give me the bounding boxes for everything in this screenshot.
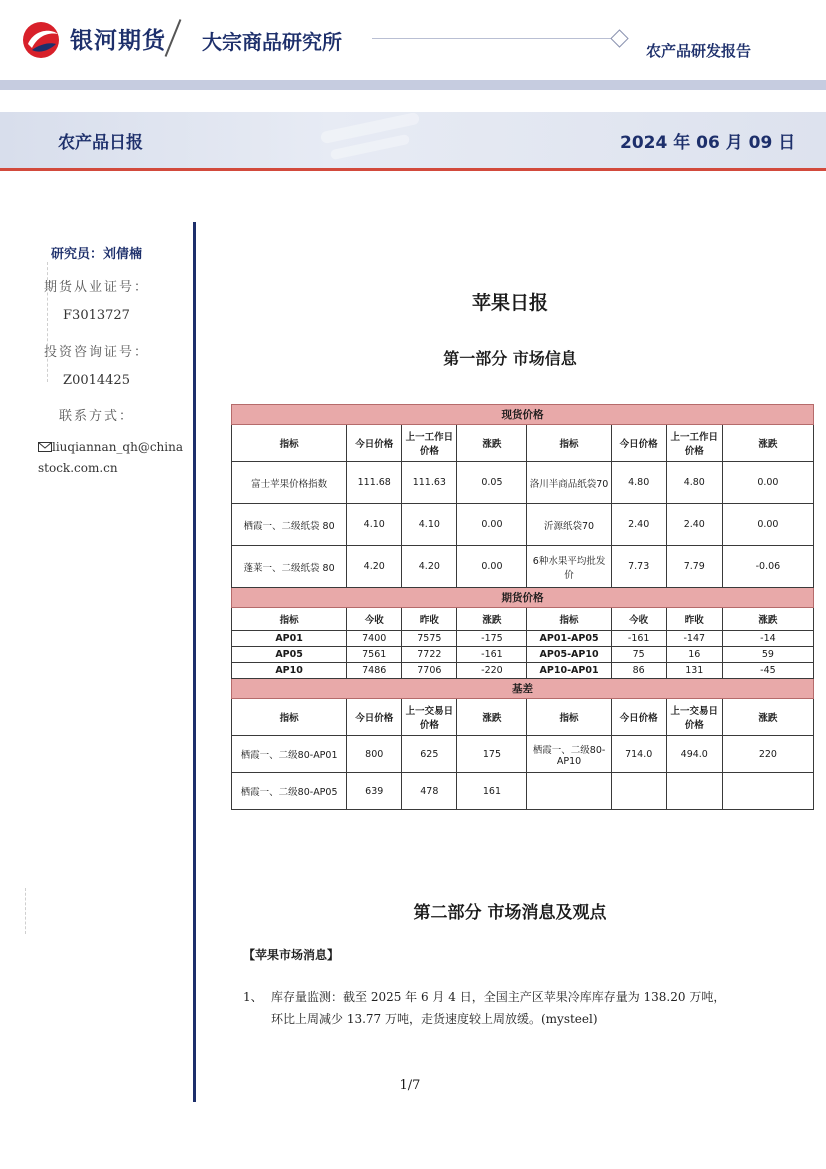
table-cell: 111.68 <box>347 462 402 504</box>
banner-red-line <box>0 168 826 171</box>
table-row <box>232 546 814 588</box>
column-header: 指标 <box>527 608 611 631</box>
table-cell: -14 <box>722 631 813 647</box>
column-header: 今收 <box>611 608 666 631</box>
column-header: 今收 <box>347 608 402 631</box>
page-number: 1/7 <box>399 1078 421 1093</box>
table-cell: AP01-AP05 <box>527 631 611 647</box>
table-cell: -161 <box>611 631 666 647</box>
table-row <box>232 773 814 810</box>
column-header: 上一交易日价格 <box>666 699 722 736</box>
column-header: 上一工作日价格 <box>402 425 457 462</box>
news-text-line1: 库存量监测：截至 2025 年 6 月 4 日，全国主产区苹果冷库库存量为 138.20 万吨， <box>271 990 726 1004</box>
table-cell: -45 <box>722 663 813 679</box>
table-cell: 栖霞一、二级80-AP05 <box>232 773 347 810</box>
email-address[interactable]: liuqiannan_qh@chinastock.com.cn <box>38 440 183 475</box>
column-header: 今日价格 <box>347 699 402 736</box>
table-row <box>232 736 814 773</box>
table-cell: AP01 <box>232 631 347 647</box>
header-line <box>372 38 612 39</box>
news-item <box>243 986 803 1030</box>
column-header: 上一工作日价格 <box>666 425 722 462</box>
table-cell <box>722 773 813 810</box>
table-cell: -220 <box>457 663 527 679</box>
table-cell: 7575 <box>402 631 457 647</box>
column-header: 指标 <box>527 425 611 462</box>
table-header-row <box>232 425 814 462</box>
table-header-row <box>232 608 814 631</box>
table-cell: AP10-AP01 <box>527 663 611 679</box>
table-cell: 800 <box>347 736 402 773</box>
table-cell: 7486 <box>347 663 402 679</box>
table-row <box>232 462 814 504</box>
table-cell: 0.00 <box>722 504 813 546</box>
table-cell: -175 <box>457 631 527 647</box>
table-cell: 0.00 <box>457 546 527 588</box>
table-cell: 625 <box>402 736 457 773</box>
table-cell: 161 <box>457 773 527 810</box>
table-cell: AP05 <box>232 647 347 663</box>
table-cell: 蓬莱一、二级纸袋 80 <box>232 546 347 588</box>
table-cell: 2.40 <box>666 504 722 546</box>
mail-icon <box>38 442 52 452</box>
table-cell: 4.80 <box>611 462 666 504</box>
sidebar-dashed-guide <box>47 262 49 382</box>
column-header: 涨跌 <box>457 699 527 736</box>
table-cell: AP10 <box>232 663 347 679</box>
table-cell: 75 <box>611 647 666 663</box>
daily-report-title: 农产品日报 <box>58 133 143 153</box>
brand-name: 银河期货 <box>70 28 166 54</box>
consult-number: Z0014425 <box>63 373 130 388</box>
table-cell: 7.79 <box>666 546 722 588</box>
table-cell: 7706 <box>402 663 457 679</box>
table-cell: 16 <box>666 647 722 663</box>
pen-decoration-icon <box>300 112 440 168</box>
table-cell: 4.10 <box>402 504 457 546</box>
table-cell: 714.0 <box>611 736 666 773</box>
header-stripe <box>0 80 826 90</box>
galaxy-logo-icon <box>20 20 62 60</box>
table-row <box>232 631 814 647</box>
table-cell: 7561 <box>347 647 402 663</box>
report-date: 2024 年 06 月 09 日 <box>620 133 796 153</box>
table-cell: 4.80 <box>666 462 722 504</box>
sidebar-dashed-guide <box>25 888 27 934</box>
table-cell: 220 <box>722 736 813 773</box>
header-divider <box>165 19 182 57</box>
table-cell: 0.05 <box>457 462 527 504</box>
table-cell: 59 <box>722 647 813 663</box>
table-cell: 栖霞一、二级80-AP10 <box>527 736 611 773</box>
table-cell: 478 <box>402 773 457 810</box>
table-cell: 175 <box>457 736 527 773</box>
table-row <box>232 663 814 679</box>
column-header: 指标 <box>232 608 347 631</box>
table-header-row <box>232 699 814 736</box>
table-cell: -161 <box>457 647 527 663</box>
section-title: 期货价格 <box>232 588 814 608</box>
column-header: 指标 <box>232 699 347 736</box>
table-cell: 494.0 <box>666 736 722 773</box>
news-heading: 【苹果市场消息】 <box>243 948 340 962</box>
license-label: 期货从业证号： <box>43 280 149 295</box>
report-main-title: 苹果日报 <box>471 292 548 314</box>
table-cell: 86 <box>611 663 666 679</box>
table-cell: 6种水果平均批发价 <box>527 546 611 588</box>
table-cell: 4.20 <box>402 546 457 588</box>
section-heading-market-info: 第一部分 市场信息 <box>443 349 577 368</box>
contact-label: 联系方式： <box>58 409 134 424</box>
section-title: 现货价格 <box>232 405 814 425</box>
column-header: 上一交易日价格 <box>402 699 457 736</box>
section-heading-news: 第二部分 市场消息及观点 <box>413 903 607 923</box>
sidebar-divider <box>193 222 196 1102</box>
column-header: 昨收 <box>402 608 457 631</box>
column-header: 今日价格 <box>611 699 666 736</box>
column-header: 涨跌 <box>457 608 527 631</box>
section-title: 基差 <box>232 679 814 699</box>
table-section-header <box>232 405 814 425</box>
email-contact[interactable] <box>38 437 188 479</box>
table-cell: 639 <box>347 773 402 810</box>
table-cell: 4.10 <box>347 504 402 546</box>
table-cell: 栖霞一、二级纸袋 80 <box>232 504 347 546</box>
column-header: 涨跌 <box>722 699 813 736</box>
table-cell: -0.06 <box>722 546 813 588</box>
column-header: 涨跌 <box>457 425 527 462</box>
column-header: 指标 <box>232 425 347 462</box>
column-header: 指标 <box>527 699 611 736</box>
table-cell <box>527 773 611 810</box>
license-number: F3013727 <box>63 308 130 323</box>
column-header: 涨跌 <box>722 608 813 631</box>
consult-label: 投资咨询证号： <box>43 345 149 360</box>
news-text-line2: 环比上周减少 13.77 万吨，走货速度较上周放缓。(mysteel) <box>271 1012 598 1026</box>
table-cell <box>666 773 722 810</box>
news-number: 1、 <box>243 990 263 1004</box>
table-cell: AP05-AP10 <box>527 647 611 663</box>
table-cell: 7.73 <box>611 546 666 588</box>
researcher-name: 研究员：刘倩楠 <box>50 247 142 262</box>
table-cell: 111.63 <box>402 462 457 504</box>
table-cell: 沂源纸袋70 <box>527 504 611 546</box>
table-cell: 栖霞一、二级80-AP01 <box>232 736 347 773</box>
table-cell: 7722 <box>402 647 457 663</box>
report-type: 农产品研发报告 <box>646 42 752 60</box>
table-cell: 洛川半商品纸袋70 <box>527 462 611 504</box>
table-section-header <box>232 588 814 608</box>
table-section-header <box>232 679 814 699</box>
table-cell: 0.00 <box>722 462 813 504</box>
table-cell: 131 <box>666 663 722 679</box>
table-row <box>232 504 814 546</box>
table-cell: 0.00 <box>457 504 527 546</box>
diamond-icon <box>610 29 628 47</box>
market-data-table <box>231 404 814 810</box>
table-cell: 7400 <box>347 631 402 647</box>
table-cell: 富士苹果价格指数 <box>232 462 347 504</box>
column-header: 今日价格 <box>611 425 666 462</box>
column-header: 今日价格 <box>347 425 402 462</box>
table-cell: 2.40 <box>611 504 666 546</box>
table-cell <box>611 773 666 810</box>
table-row <box>232 647 814 663</box>
department-name: 大宗商品研究所 <box>202 30 342 54</box>
table-cell: -147 <box>666 631 722 647</box>
table-cell: 4.20 <box>347 546 402 588</box>
column-header: 昨收 <box>666 608 722 631</box>
column-header: 涨跌 <box>722 425 813 462</box>
